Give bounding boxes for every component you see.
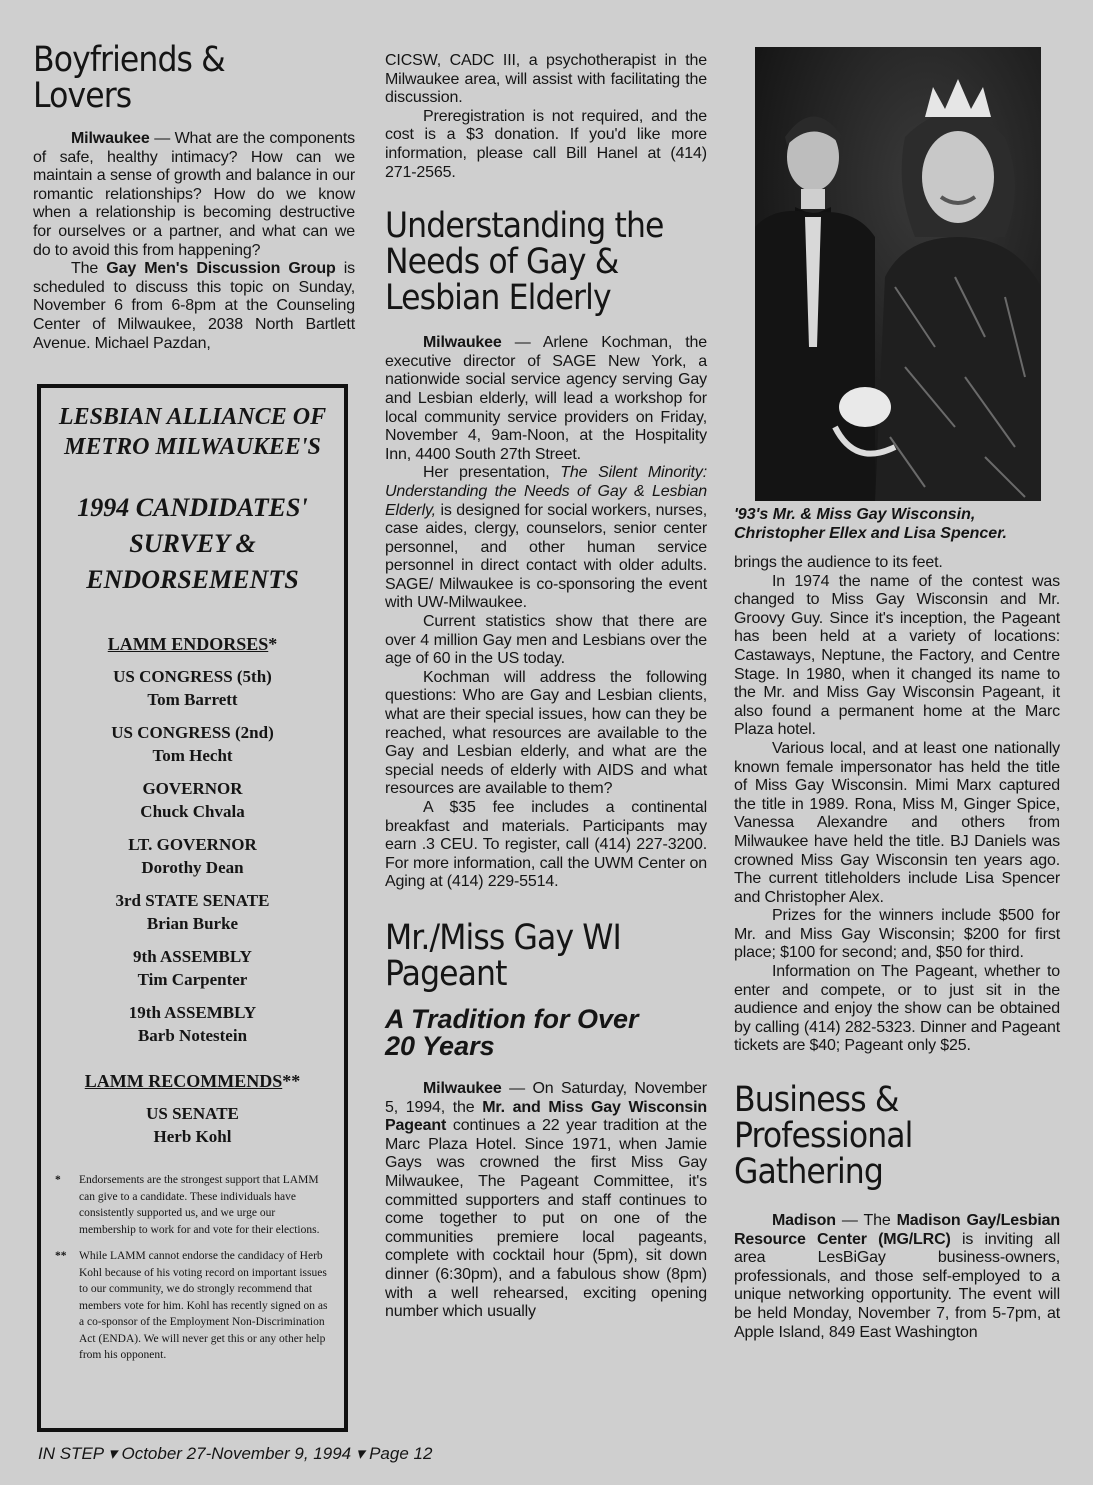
paragraph: Kochman will address the following questions: Who are Gay and Lesbian clients, what are their special issues, how can they be reached, what resources are available to the Gay and Lesbian elderly, and what are the special needs of elderly with AIDS and what resources are available to them? (385, 668, 707, 798)
endorses-heading-text: LAMM ENDORSES (107, 634, 269, 654)
survey-title-line: SURVEY & (129, 529, 256, 558)
endorsement-entry (55, 945, 330, 991)
paragraph-text: — On Saturday, November 5, 1994, the (385, 1079, 707, 1116)
dateline: Madison (772, 1212, 836, 1230)
endorsement-list (55, 665, 330, 1047)
paragraph (385, 334, 707, 464)
lamm-title (55, 402, 330, 462)
paragraph-text: is inviting all area LesBiGay business-owners, professionals, and those self-employed to a unique networking opportunity. The event will be held Monday, November 7, from 5-7pm, at Apple Island, 849 East Washington (734, 1230, 1060, 1341)
footnote-mark: * (55, 1174, 61, 1186)
paragraph: Various local, and at least one nationally known female impersonator has held the title of Miss Gay Wisconsin. Mimi Marx captured the title in 1989. Rona, Miss M, Ginger Spice, Vanessa Alexandre and others from Milwaukee have held the title. BJ Daniels was crowned Miss Gay Wisconsin ten years ago. The current titleholders include Lisa Spencer and Christopher Alex. (734, 739, 1060, 906)
race-name: GOVERNOR (142, 779, 243, 798)
footnote (55, 1248, 330, 1364)
headline-line: Gathering (734, 1152, 883, 1193)
photo-caption (734, 505, 1064, 543)
candidate-name: Brian Burke (146, 914, 239, 933)
page-footer (38, 1444, 432, 1464)
organization-name: Madison Gay/Lesbian Resource Center (MG/LRC) (734, 1212, 1060, 1248)
footnote-mark: ** (55, 1250, 67, 1262)
dateline: Milwaukee (71, 130, 150, 147)
paragraph-text: — The (835, 1212, 897, 1230)
survey-title-line: ENDORSEMENTS (86, 565, 299, 594)
recommends-heading (55, 1071, 330, 1092)
article-pageant-headline (385, 917, 707, 994)
group-name: Gay Men's Discussion Group (106, 260, 336, 278)
column-1 (33, 42, 355, 353)
headline-line: Boyfriends & (33, 40, 225, 80)
recommendation-list (55, 1102, 330, 1148)
publication-name: IN STEP (38, 1444, 104, 1463)
paragraph-text: — Arlene Kochman, the executive director of SAGE New York, a nationwide social service agency serving Gay and Lesbian elderly, will lead a workshop for local community service providers on Friday, November 4, 9am-Noon, at the Hospitality Inn, 4400 South 27th Street. (385, 334, 707, 463)
endorsement-entry (55, 1102, 330, 1148)
candidate-name: Tom Hecht (152, 746, 233, 765)
endorsement-entry (55, 721, 330, 767)
survey-title-line: 1994 CANDIDATES' (77, 493, 308, 522)
dateline: Milwaukee (423, 1079, 502, 1097)
candidate-name: Barb Notestein (137, 1026, 248, 1045)
paragraph-text: The (71, 260, 107, 278)
endorsement-entry (55, 833, 330, 879)
paragraph: A $35 fee includes a continental breakfast and materials. Participants may earn .3 CEU. To register, call (414) 227-3200. For more information, call the UWM Center on Aging at (414) 229-5514. (385, 799, 707, 891)
survey-title (55, 490, 330, 598)
paragraph (734, 1212, 1060, 1342)
paragraph: Preregistration is not required, and the cost is a $3 donation. If you'd like more information, please call Bill Hanel at (414) 271-2565. (385, 107, 707, 181)
paragraph-text: continues a 22 year tradition at the Marc Plaza Hotel. Since 1971, when Jamie Gays was crowned the first Miss Gay Milwaukee, The Pageant Committee, it's committed supporters and staff continues to come together to put on one of the communities premiere local pageants, complete with cocktail hour (5pm), sit down dinner (6:30pm), and a fabulous show (8pm) with a well rehearsed, exciting opening number which usually (385, 1117, 707, 1321)
race-name: 3rd STATE SENATE (115, 891, 270, 910)
presentation-title: The Silent Minority: Understanding the Needs of Gay & Lesbian Elderly, (385, 464, 707, 519)
article-boyfriends-body (33, 130, 355, 353)
paragraph-text: Her presentation, (423, 464, 561, 482)
footnotes (55, 1172, 330, 1364)
page-number: Page 12 (369, 1444, 433, 1463)
article-elderly-headline (385, 206, 707, 319)
paragraph (33, 260, 355, 353)
candidate-name: Dorothy Dean (141, 858, 244, 877)
footnote (55, 1172, 330, 1238)
paragraph: Current statistics show that there are over 4 million Gay men and Lesbians over the age of 60 in the US today. (385, 613, 707, 668)
headline-line: Understanding the (385, 206, 664, 247)
headline-line: Needs of Gay & (385, 242, 619, 283)
photo-illustration (755, 47, 1041, 501)
dateline: Milwaukee (423, 334, 502, 352)
paragraph (385, 464, 707, 613)
candidate-name: Herb Kohl (153, 1127, 232, 1146)
race-name: 9th ASSEMBLY (133, 947, 252, 966)
lamm-title-line: LESBIAN ALLIANCE OF (58, 404, 327, 430)
issue-dates: October 27-November 9, 1994 (121, 1444, 352, 1463)
candidate-name: Tim Carpenter (137, 970, 248, 989)
paragraph: CICSW, CADC III, a psychotherapist in the Milwaukee area, will assist with facilitating the discussion. (385, 52, 707, 107)
headline-line: Mr./Miss Gay WI (385, 917, 621, 958)
race-name: US CONGRESS (5th) (113, 667, 272, 686)
candidate-name: Chuck Chvala (140, 802, 245, 821)
pageant-photo (755, 47, 1041, 501)
separator-icon: ▾ (351, 1444, 370, 1463)
pageant-name: Mr. and Miss Gay Wisconsin Pageant (385, 1098, 708, 1135)
paragraph: Prizes for the winners include $500 for Mr. and Miss Gay Wisconsin; $200 for first place; $100 for second; and, $50 for third. (734, 907, 1060, 962)
caption-line: '93's Mr. & Miss Gay Wisconsin, (734, 506, 976, 523)
paragraph: brings the audience to its feet. (734, 554, 943, 571)
lamm-endorsements-box (37, 384, 348, 1432)
separator-icon: ▾ (103, 1444, 122, 1463)
race-name: US SENATE (146, 1104, 239, 1123)
caption-line: Christopher Ellex and Lisa Spencer. (734, 525, 1007, 542)
subheadline-line: A Tradition for Over (385, 1003, 639, 1034)
headline-line: Lovers (33, 76, 132, 116)
headline-line: Lesbian Elderly (385, 278, 611, 319)
pageant-subheadline (385, 1003, 707, 1061)
footnote-text: Endorsements are the strongest support that LAMM can give to a candidate. These individuals have consistently supported us, and we urge our membership to work for and vote for their elections. (79, 1174, 320, 1236)
lamm-title-line: METRO MILWAUKEE'S (64, 434, 321, 460)
article-boyfriends-headline (33, 42, 355, 114)
headline-line: Business & (734, 1080, 899, 1121)
recommends-heading-text: LAMM RECOMMENDS (84, 1071, 283, 1091)
paragraph (33, 130, 355, 260)
paragraph-text: is scheduled to discuss this topic on Sunday, November 6 from 6-8pm at the Counseling Center of Milwaukee, 2038 North Bartlett Avenue. Michael Pazdan, (33, 260, 356, 352)
endorsement-entry (55, 777, 330, 823)
recommends-mark: ** (282, 1071, 301, 1091)
paragraph: Information on The Pageant, whether to enter and compete, or to just sit in the audience and enjoy the show can be obtained by calling (414) 282-5323. Dinner and Pageant tickets are $40; Pageant only $25. (734, 963, 1060, 1055)
candidate-name: Tom Barrett (147, 690, 238, 709)
article-business-headline (734, 1080, 1060, 1193)
endorsement-entry (55, 889, 330, 935)
race-name: LT. GOVERNOR (128, 835, 257, 854)
headline-line: Pageant (385, 953, 507, 994)
race-name: US CONGRESS (2nd) (111, 723, 274, 742)
race-name: 19th ASSEMBLY (128, 1003, 257, 1022)
paragraph: In 1974 the name of the contest was changed to Miss Gay Wisconsin and Mr. Groovy Guy. Since it's inception, the Pageant has been held at a variety of locations: Castaways, Neptune, the Factory, and Centre Stage. In 1980, when it changed its name to the Mr. and Miss Gay Wisconsin Pageant, it also found a permanent home at the Marc Plaza hotel. (734, 572, 1060, 739)
column-3 (734, 554, 1060, 1342)
headline-line: Professional (734, 1116, 913, 1157)
paragraph-text: is designed for social workers, nurses, case aides, clergy, counselors, senior center personnel, and other human service personnel in direct contact with older adults. SAGE/ Milwaukee is co-sponsoring the event with UW-Milwaukee. (385, 501, 707, 612)
endorses-mark: * (268, 634, 278, 654)
subheadline-line: 20 Years (385, 1030, 495, 1061)
column-2 (385, 52, 707, 1322)
endorsement-entry (55, 1001, 330, 1047)
endorses-heading (55, 634, 330, 655)
footnote-text: While LAMM cannot endorse the candidacy of Herb Kohl because of his voting record on important issues to our community, we do strongly recommend that members vote for him. Kohl has recently signed on as a co-sponsor of the Employment Non-Discrimination Act (ENDA). We will never get this or any other help from his opponent. (79, 1250, 328, 1361)
endorsement-entry (55, 665, 330, 711)
paragraph (385, 1080, 707, 1322)
paragraph-text: — What are the components of safe, healthy intimacy? How can we maintain a sense of growth and balance in our romantic relationships? How do we know when a relationship is becoming destructive for ourselves or a partner, and what can we do to avoid this from happening? (33, 130, 355, 259)
